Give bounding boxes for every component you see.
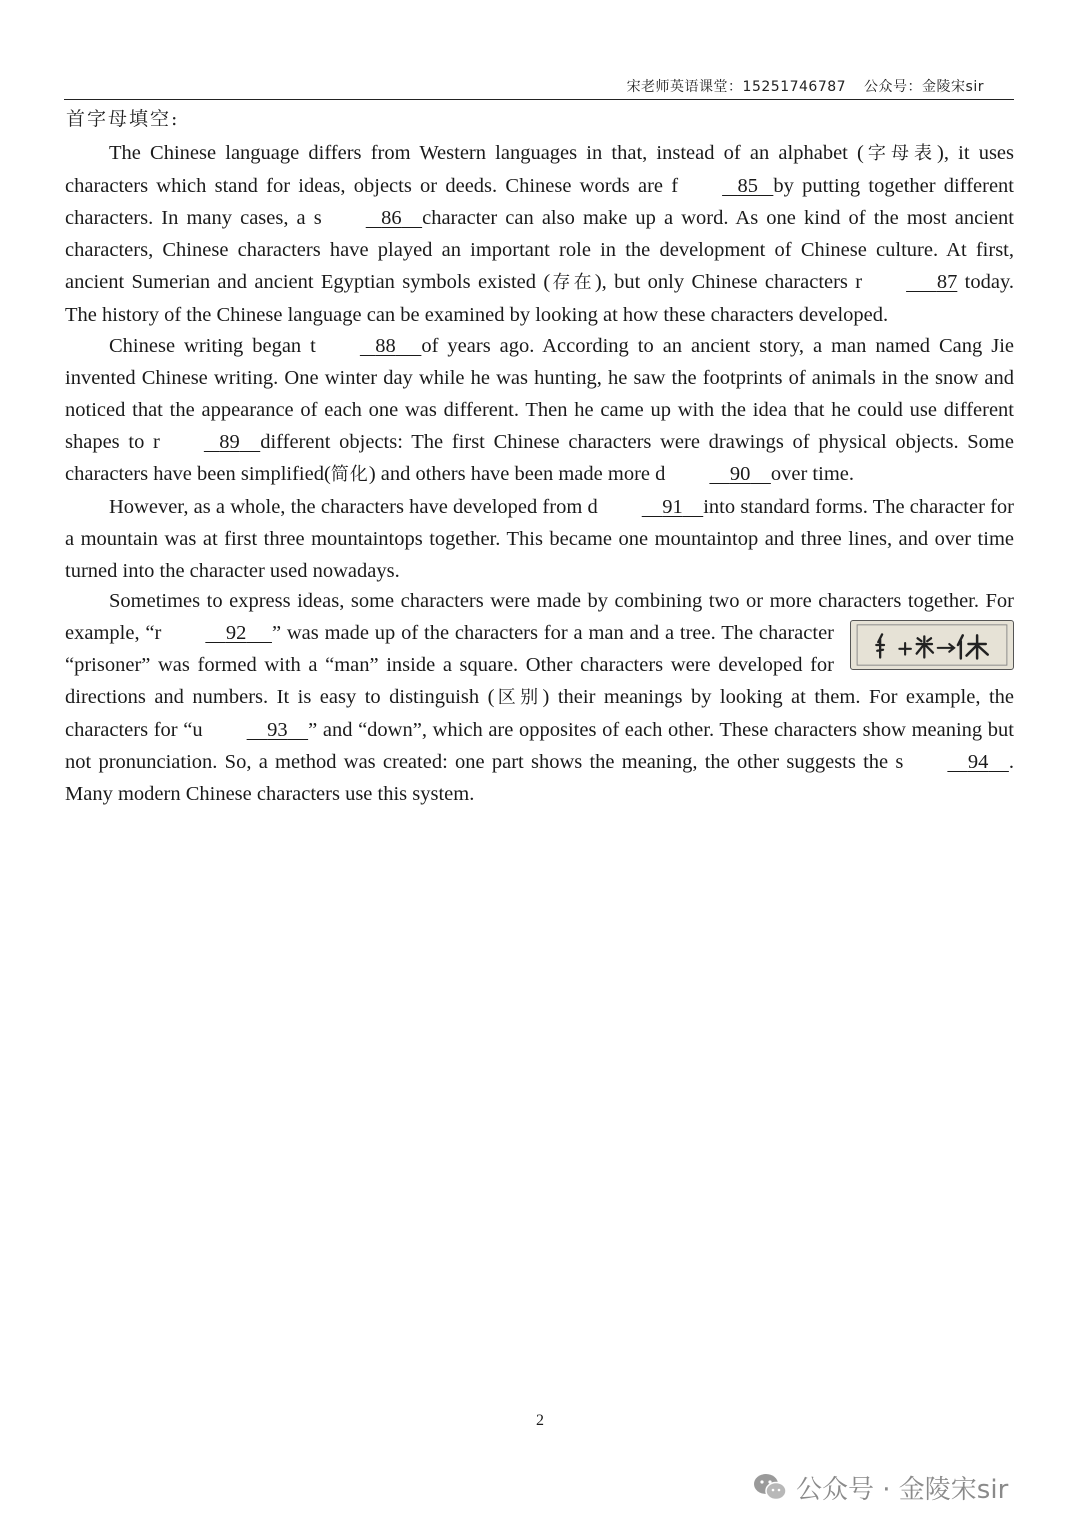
blank-93[interactable]: 93 (267, 719, 288, 741)
p2-text-2: of years ago. According to an ancient story, a man named Cang Jie invented Chinese writing. One winter day while he was hunting, he saw the footprints of animals in the snow and noticed that the appearance of each one was different. Then he came up with the idea that he could use different shapes to r (65, 335, 1015, 453)
p3-text-1: However, as a whole, the characters have developed from d (109, 496, 598, 518)
page-header (64, 76, 1014, 100)
character-composition-drawing (851, 621, 1013, 669)
p4-text-1: Sometimes to express ideas, some characters were made by combining two or more characters together. For example, “r (65, 590, 1014, 644)
paragraph-4 (65, 585, 1014, 810)
section-title: 首字母填空: (66, 108, 180, 130)
blank-87[interactable]: 87 (936, 271, 958, 293)
p1-text-4: character can also make up a word. As one kind of the most ancient characters, Chinese characters have played an important role in the development of Chinese culture. At first, ancient Sumerian and ancient Egyptian symbols existed ( (65, 207, 1014, 293)
paragraph-1 (65, 137, 1014, 331)
p4-text-5: . Many modern Chinese characters use this system. (65, 751, 1014, 805)
p1-text-3: by putting together different characters. In many cases, a s (65, 175, 1014, 229)
watermark (752, 1467, 1008, 1507)
p4-text-3: ) their meanings by looking at them. For example, the characters for “u (65, 686, 1015, 741)
p1-chinese-exist: 存在 (550, 272, 595, 293)
p1-chinese-alphabet: 字母表 (863, 143, 938, 164)
blank-91[interactable]: 91 (662, 496, 683, 518)
p2-chinese-simplified: 简化 (330, 464, 369, 485)
p4-chinese-distinguish: 区别 (494, 687, 543, 708)
p3-text-2: into standard forms. The character for a mountain was at first three mountaintops together. This became one mountaintop and three lines, and over time turned into the character used nowadays. (65, 496, 1014, 582)
blank-86[interactable]: 86 (381, 207, 402, 229)
p4-text-2: ” was made up of the characters for a man and a tree. The character “prisoner” was formed with a “man” inside a square. Other characters were developed for directions and numbers. It is easy to distinguish ( (65, 622, 835, 708)
p2-text-1: Chinese writing began t (109, 335, 316, 357)
blank-89[interactable]: 89 (219, 431, 240, 453)
p1-text-1: The Chinese language differs from Western languages in that, instead of an alphabet ( (109, 142, 864, 164)
header-account: 公众号：金陵宋sir (864, 79, 984, 95)
page-number: 2 (536, 1412, 544, 1429)
p4-text-4: ” and “down”, which are opposites of each other. These characters show meaning but not pronunciation. So, a method was created: one part shows the meaning, the other suggests the s (65, 719, 1014, 773)
blank-90[interactable]: 90 (729, 463, 751, 485)
wechat-icon (752, 1472, 788, 1502)
paragraph-2 (65, 330, 1014, 491)
blank-92[interactable]: 92 (225, 622, 247, 644)
p1-text-5: ), but only Chinese characters r (594, 271, 863, 293)
character-rest-image (850, 620, 1014, 670)
p2-text-3: different objects: The first Chinese characters were drawings of physical objects. Some characters have been simplified( (65, 431, 1014, 485)
header-teacher: 宋老师英语课堂：15251746787 (626, 79, 847, 95)
paragraph-3 (65, 491, 1014, 587)
blank-85[interactable]: 85 (737, 175, 758, 197)
p1-text-6: today. The history of the Chinese language can be examined by looking at how these characters developed. (65, 271, 1015, 326)
p1-text-2: ), it uses characters which stand for ideas, objects or deeds. Chinese words are f (65, 142, 1015, 197)
blank-88[interactable]: 88 (375, 335, 396, 357)
watermark-text: 公众号 · 金陵宋sir (796, 1474, 1009, 1505)
blank-94[interactable]: 94 (967, 751, 989, 773)
p2-text-5: over time. (770, 463, 854, 485)
p2-text-4: ) and others have been made more d (368, 463, 666, 485)
